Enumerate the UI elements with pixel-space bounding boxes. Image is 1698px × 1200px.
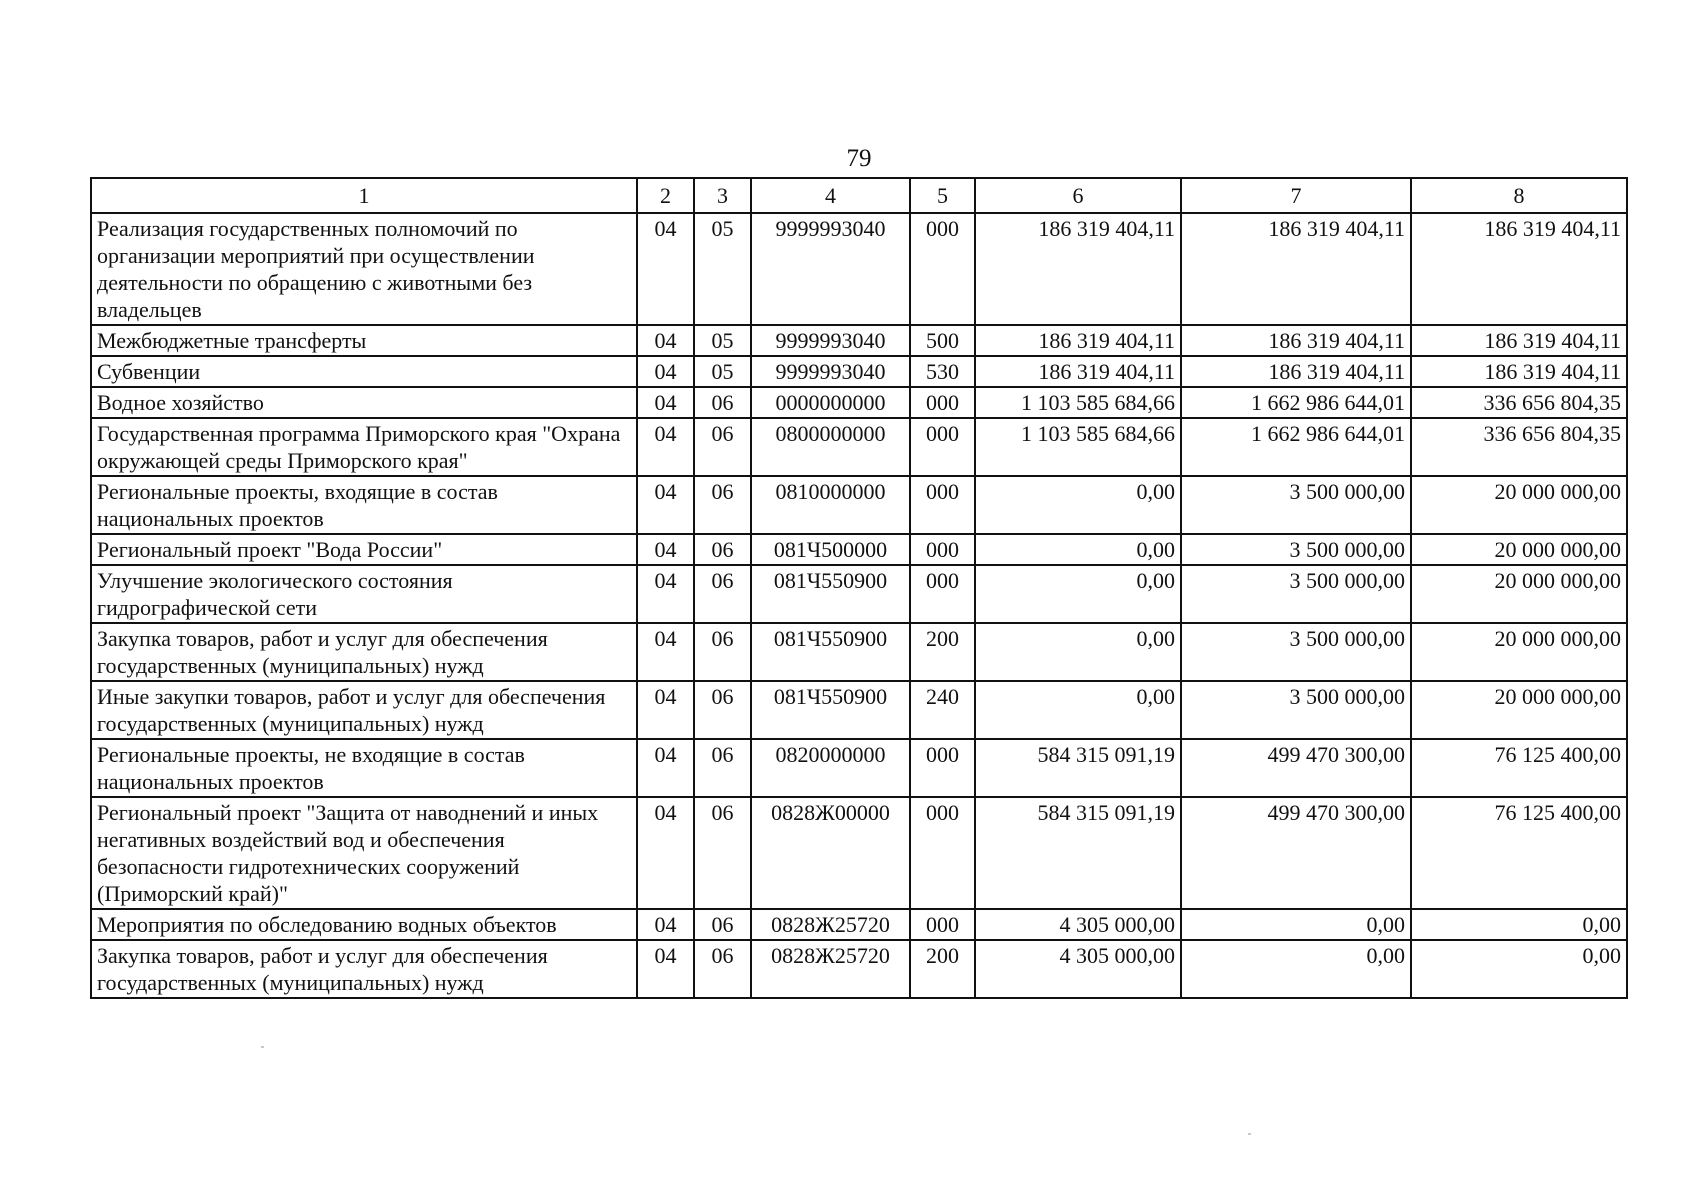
row-name: Мероприятия по обследованию водных объектов	[91, 909, 637, 940]
target-article-code: 081Ч550900	[751, 623, 910, 681]
amount-col-8: 186 319 404,11	[1411, 213, 1627, 325]
row-name: Водное хозяйство	[91, 387, 637, 418]
table-row	[91, 476, 1627, 534]
table-row	[91, 418, 1627, 476]
section-code: 04	[637, 623, 694, 681]
table-row	[91, 387, 1627, 418]
amount-col-6: 0,00	[975, 623, 1181, 681]
subsection-code: 06	[694, 565, 751, 623]
column-header: 7	[1181, 178, 1411, 213]
expense-type-code: 000	[910, 565, 975, 623]
table-row	[91, 623, 1627, 681]
expense-type-code: 000	[910, 213, 975, 325]
amount-col-8: 336 656 804,35	[1411, 387, 1627, 418]
expense-type-code: 000	[910, 476, 975, 534]
amount-col-6: 0,00	[975, 476, 1181, 534]
column-header: 2	[637, 178, 694, 213]
expense-type-code: 000	[910, 534, 975, 565]
expense-type-code: 530	[910, 356, 975, 387]
section-code: 04	[637, 940, 694, 998]
subsection-code: 06	[694, 681, 751, 739]
row-name: Региональный проект "Защита от наводнений и иных негативных воздействий вод и обеспечения безопасности гидротехнических сооружений (Приморский край)"	[91, 797, 637, 909]
target-article-code: 9999993040	[751, 325, 910, 356]
column-header: 5	[910, 178, 975, 213]
column-header: 6	[975, 178, 1181, 213]
table-row	[91, 739, 1627, 797]
row-name: Межбюджетные трансферты	[91, 325, 637, 356]
target-article-code: 0828Ж25720	[751, 940, 910, 998]
target-article-code: 9999993040	[751, 356, 910, 387]
subsection-code: 06	[694, 797, 751, 909]
subsection-code: 05	[694, 325, 751, 356]
section-code: 04	[637, 909, 694, 940]
amount-col-7: 0,00	[1181, 940, 1411, 998]
budget-table	[90, 177, 1628, 999]
amount-col-8: 20 000 000,00	[1411, 476, 1627, 534]
section-code: 04	[637, 213, 694, 325]
row-name: Региональные проекты, не входящие в состав национальных проектов	[91, 739, 637, 797]
table-row	[91, 356, 1627, 387]
amount-col-7: 1 662 986 644,01	[1181, 387, 1411, 418]
subsection-code: 06	[694, 534, 751, 565]
row-name: Иные закупки товаров, работ и услуг для обеспечения государственных (муниципальных) нужд	[91, 681, 637, 739]
section-code: 04	[637, 681, 694, 739]
target-article-code: 0828Ж00000	[751, 797, 910, 909]
section-code: 04	[637, 418, 694, 476]
table-row	[91, 681, 1627, 739]
section-code: 04	[637, 797, 694, 909]
amount-col-6: 4 305 000,00	[975, 909, 1181, 940]
expense-type-code: 200	[910, 623, 975, 681]
amount-col-6: 0,00	[975, 565, 1181, 623]
amount-col-7: 0,00	[1181, 909, 1411, 940]
column-header: 1	[91, 178, 637, 213]
amount-col-7: 3 500 000,00	[1181, 476, 1411, 534]
amount-col-8: 20 000 000,00	[1411, 681, 1627, 739]
amount-col-7: 3 500 000,00	[1181, 534, 1411, 565]
amount-col-8: 20 000 000,00	[1411, 534, 1627, 565]
target-article-code: 0828Ж25720	[751, 909, 910, 940]
amount-col-6: 186 319 404,11	[975, 213, 1181, 325]
target-article-code: 081Ч500000	[751, 534, 910, 565]
amount-col-8: 20 000 000,00	[1411, 565, 1627, 623]
table-row	[91, 797, 1627, 909]
amount-col-8: 336 656 804,35	[1411, 418, 1627, 476]
subsection-code: 06	[694, 623, 751, 681]
row-name: Государственная программа Приморского края "Охрана окружающей среды Приморского края"	[91, 418, 637, 476]
row-name: Реализация государственных полномочий по организации мероприятий при осуществлении деятельности по обращению с животными без владельцев	[91, 213, 637, 325]
section-code: 04	[637, 325, 694, 356]
target-article-code: 081Ч550900	[751, 681, 910, 739]
section-code: 04	[637, 356, 694, 387]
amount-col-8: 76 125 400,00	[1411, 739, 1627, 797]
row-name: Субвенции	[91, 356, 637, 387]
expense-type-code: 240	[910, 681, 975, 739]
amount-col-7: 499 470 300,00	[1181, 739, 1411, 797]
amount-col-8: 186 319 404,11	[1411, 325, 1627, 356]
target-article-code: 9999993040	[751, 213, 910, 325]
amount-col-8: 76 125 400,00	[1411, 797, 1627, 909]
section-code: 04	[637, 534, 694, 565]
amount-col-8: 0,00	[1411, 909, 1627, 940]
target-article-code: 0800000000	[751, 418, 910, 476]
expense-type-code: 000	[910, 739, 975, 797]
table-row	[91, 534, 1627, 565]
amount-col-8: 186 319 404,11	[1411, 356, 1627, 387]
row-name: Региональный проект "Вода России"	[91, 534, 637, 565]
subsection-code: 06	[694, 909, 751, 940]
table-row	[91, 325, 1627, 356]
amount-col-6: 186 319 404,11	[975, 325, 1181, 356]
row-name: Региональные проекты, входящие в состав национальных проектов	[91, 476, 637, 534]
target-article-code: 081Ч550900	[751, 565, 910, 623]
amount-col-7: 3 500 000,00	[1181, 623, 1411, 681]
subsection-code: 05	[694, 356, 751, 387]
subsection-code: 05	[694, 213, 751, 325]
row-name: Улучшение экологического состояния гидрографической сети	[91, 565, 637, 623]
amount-col-7: 499 470 300,00	[1181, 797, 1411, 909]
section-code: 04	[637, 387, 694, 418]
expense-type-code: 200	[910, 940, 975, 998]
amount-col-7: 3 500 000,00	[1181, 565, 1411, 623]
header-row	[91, 178, 1627, 213]
subsection-code: 06	[694, 476, 751, 534]
table-row	[91, 213, 1627, 325]
amount-col-6: 4 305 000,00	[975, 940, 1181, 998]
section-code: 04	[637, 565, 694, 623]
subsection-code: 06	[694, 940, 751, 998]
scan-speck	[1248, 1133, 1251, 1135]
amount-col-6: 0,00	[975, 681, 1181, 739]
amount-col-6: 0,00	[975, 534, 1181, 565]
amount-col-7: 186 319 404,11	[1181, 213, 1411, 325]
target-article-code: 0810000000	[751, 476, 910, 534]
amount-col-7: 186 319 404,11	[1181, 356, 1411, 387]
table-row	[91, 940, 1627, 998]
subsection-code: 06	[694, 739, 751, 797]
amount-col-6: 186 319 404,11	[975, 356, 1181, 387]
expense-type-code: 000	[910, 797, 975, 909]
table-row	[91, 565, 1627, 623]
amount-col-8: 0,00	[1411, 940, 1627, 998]
target-article-code: 0820000000	[751, 739, 910, 797]
expense-type-code: 000	[910, 387, 975, 418]
expense-type-code: 000	[910, 418, 975, 476]
scan-speck	[261, 1046, 264, 1048]
amount-col-6: 1 103 585 684,66	[975, 387, 1181, 418]
amount-col-8: 20 000 000,00	[1411, 623, 1627, 681]
amount-col-6: 584 315 091,19	[975, 797, 1181, 909]
column-header: 3	[694, 178, 751, 213]
row-name: Закупка товаров, работ и услуг для обеспечения государственных (муниципальных) нужд	[91, 623, 637, 681]
table-row	[91, 909, 1627, 940]
amount-col-7: 186 319 404,11	[1181, 325, 1411, 356]
section-code: 04	[637, 476, 694, 534]
amount-col-7: 1 662 986 644,01	[1181, 418, 1411, 476]
subsection-code: 06	[694, 418, 751, 476]
column-header: 8	[1411, 178, 1627, 213]
amount-col-6: 1 103 585 684,66	[975, 418, 1181, 476]
target-article-code: 0000000000	[751, 387, 910, 418]
section-code: 04	[637, 739, 694, 797]
expense-type-code: 500	[910, 325, 975, 356]
page-number: 79	[846, 145, 872, 172]
expense-type-code: 000	[910, 909, 975, 940]
amount-col-6: 584 315 091,19	[975, 739, 1181, 797]
column-header: 4	[751, 178, 910, 213]
subsection-code: 06	[694, 387, 751, 418]
row-name: Закупка товаров, работ и услуг для обеспечения государственных (муниципальных) нужд	[91, 940, 637, 998]
amount-col-7: 3 500 000,00	[1181, 681, 1411, 739]
